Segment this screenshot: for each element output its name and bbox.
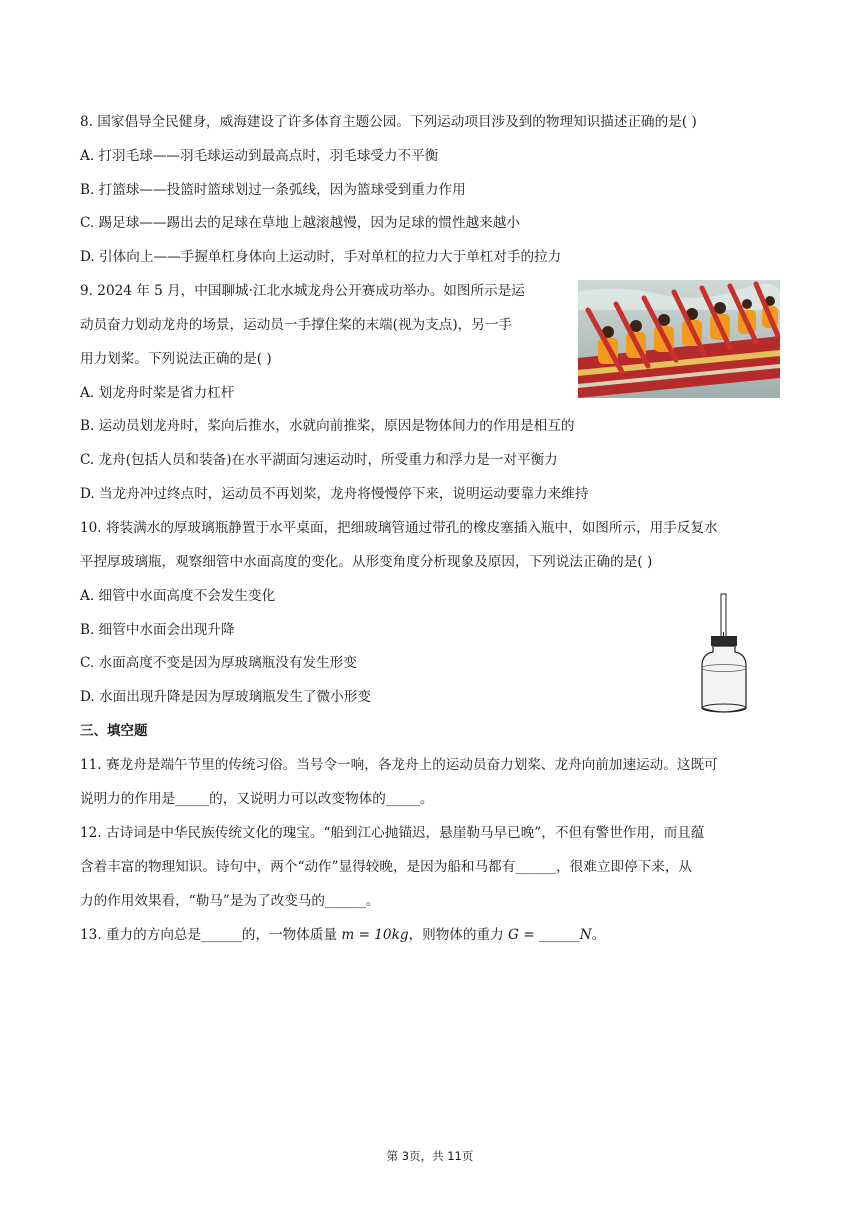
q8-option-c: C. 踢足球——踢出去的足球在草地上越滚越慢，因为足球的惯性越来越小 [80,215,520,231]
q13-blank: ______ [538,927,580,943]
q10-stem-line-2: 平捏厚玻璃瓶，观察细管中水面高度的变化。从形变角度分析现象及原因，下列说法正确的是( ) [80,554,653,570]
q13-text-1: 13. 重力的方向总是______的，一物体质量 [80,927,342,943]
q13-math-mass: m = 10kg [341,927,409,943]
q11-line-1: 11. 赛龙舟是端午节里的传统习俗。当号令一响，各龙舟上的运动员奋力划桨、龙舟向前加速运动。这既可 [80,757,718,773]
q9-option-a: A. 划龙舟时桨是省力杠杆 [80,385,235,401]
q8-option-b: B. 打篮球——投篮时篮球划过一条弧线，因为篮球受到重力作用 [80,182,466,198]
page-number: 第 3页，共 11页 [386,1149,474,1163]
q8-option-d: D. 引体向上——手握单杠身体向上运动时，手对单杠的拉力大于单杠对手的拉力 [80,249,562,265]
q9-option-b: B. 运动员划龙舟时，桨向后推水，水就向前推桨，原因是物体间力的作用是相互的 [80,418,575,434]
q10-stem-line-1: 10. 将装满水的厚玻璃瓶静置于水平桌面，把细玻璃管通过带孔的橡皮塞插入瓶中，如图所示，用手反复水 [80,520,718,536]
q9-stem-line-1: 9. 2024 年 5 月，中国聊城·江北水城龙舟公开赛成功举办。如图所示是运 [80,283,525,299]
q9-option-d: D. 当龙舟冲过终点时，运动员不再划桨，龙舟将慢慢停下来，说明运动要靠力来维持 [80,486,589,502]
q10-option-d: D. 水面出现升降是因为厚玻璃瓶发生了微小形变 [80,689,371,705]
glass-bottle-diagram [692,592,756,716]
q12-line-1: 12. 古诗词是中华民族传统文化的瑰宝。“船到江心抛锚迟，悬崖勒马早已晚”，不但有警世作用，而且蕴 [80,825,705,841]
section-heading-fill-in: 三、填空题 [80,723,148,739]
q10-option-c: C. 水面高度不变是因为厚玻璃瓶没有发生形变 [80,655,357,671]
q9-option-c: C. 龙舟(包括人员和装备)在水平湖面匀速运动时，所受重力和浮力是一对平衡力 [80,452,558,468]
q8-stem: 8. 国家倡导全民健身，威海建设了许多体育主题公园。下列运动项目涉及到的物理知识描述正确的是( ) [80,114,697,130]
q13-math-gravity: G = [508,927,539,943]
q9-stem-line-3: 用力划桨。下列说法正确的是( ) [80,351,272,367]
q8-option-a: A. 打羽毛球——羽毛球运动到最高点时，羽毛球受力不平衡 [80,148,439,164]
q9-stem-line-2: 动员奋力划动龙舟的场景，运动员一手撑住桨的末端(视为支点)，另一手 [80,317,513,333]
q13-line [80,925,605,945]
q13-text-end: 。 [591,927,606,943]
q13-text-2: ，则物体的重力 [408,927,509,943]
q10-option-b: B. 细管中水面会出现升降 [80,622,235,638]
q12-line-2: 含着丰富的物理知识。诗句中，两个“动作”显得较晚，是因为船和马都有______，很难立即停下来，从 [80,859,693,875]
q13-math-unit: N [579,927,592,943]
q10-option-a: A. 细管中水面高度不会发生变化 [80,588,276,604]
q12-line-3: 力的作用效果看，“勒马”是为了改变马的______。 [80,893,380,909]
dragon-boat-photo [578,280,780,398]
q11-line-2: 说明力的作用是_____的，又说明力可以改变物体的_____。 [80,791,434,807]
